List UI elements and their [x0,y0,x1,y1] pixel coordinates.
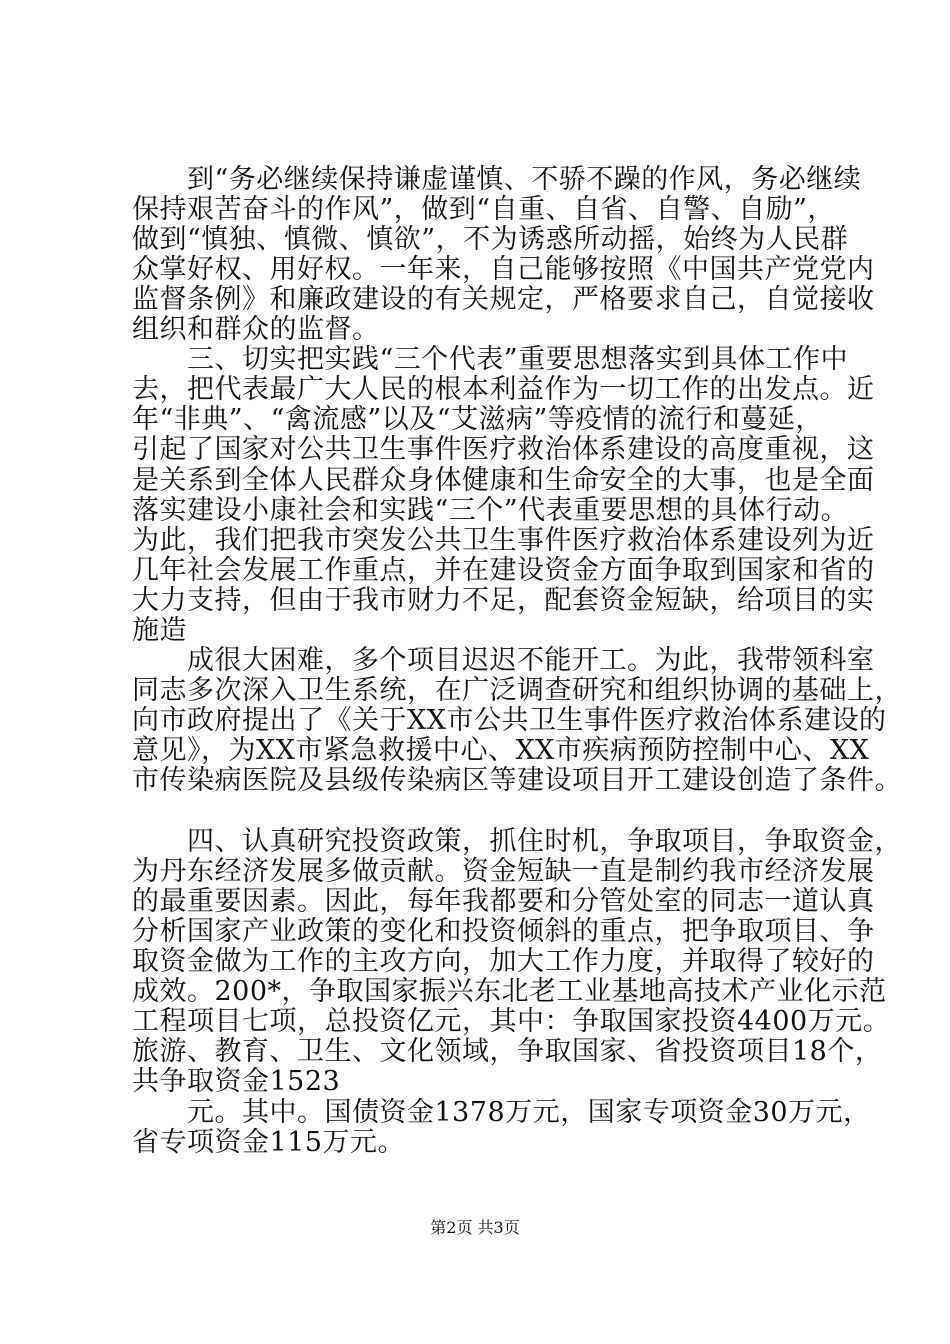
text-line: 去，把代表最广大人民的根本利益作为一切工作的出发点。近 [132,374,875,405]
text-line: 同志多次深入卫生系统，在广泛调查研究和组织协调的基础上， [132,675,902,706]
text-line: 为此，我们把我市突发公共卫生事件医疗救治体系建设列为近 [132,525,875,556]
text-line: 元。其中。国债资金1378万元，国家专项资金30万元， [187,1097,871,1128]
text-line: 几年社会发展工作重点，并在建设资金方面争取到国家和省的 [132,555,875,586]
text-line: 做到“慎独、慎微、慎欲”，不为诱惑所动摇，始终为人民群 [132,224,849,255]
text-line: 保持艰苦奋斗的作风”，做到“自重、自省、自警、自励”， [132,194,835,225]
text-line: 市传染病医院及县级传染病区等建设项目开工建设创造了条件。 [132,765,902,796]
text-line: 成很大困难，多个项目迟迟不能开工。为此，我带领科室 [187,645,875,676]
text-line: 监督条例》和廉政建设的有关规定，严格要求自己，自觉接收 [132,284,875,315]
text-line: 的最重要因素。因此，每年我都要和分管处室的同志一道认真 [132,886,875,917]
text-line: 施造 [132,615,187,646]
text-line: 旅游、教育、卫生、文化领域，争取国家、省投资项目18个， [132,1036,883,1067]
text-line: 落实建设小康社会和实践“三个”代表重要思想的具体行动。 [132,495,849,526]
text-line: 共争取资金1523 [132,1066,341,1097]
text-line: 为丹东经济发展多做贡献。资金短缺一直是制约我市经济发展 [132,856,875,887]
text-line: 组织和群众的监督。 [132,314,380,345]
text-line: 大力支持，但由于我市财力不足，配套资金短缺，给项目的实 [132,585,875,616]
text-line: 引起了国家对公共卫生事件医疗救治体系建设的高度重视，这 [132,434,875,465]
text-line: 到“务必继续保持谦虚谨慎、不骄不躁的作风，务必继续 [187,164,862,195]
text-line: 工程项目七项，总投资亿元，其中：争取国家投资4400万元。 [132,1006,891,1037]
text-line: 成效。200*，争取国家振兴东北老工业基地高技术产业化示范 [132,976,887,1007]
text-line: 年“非典”、“禽流感”以及“艾滋病”等疫情的流行和蔓延， [132,404,823,435]
text-line: 向市政府提出了《关于XX市公共卫生事件医疗救治体系建设的 [132,705,887,736]
text-line: 是关系到全体人民群众身体健康和生命安全的大事，也是全面 [132,465,875,496]
text-line: 三、切实把实践“三个代表”重要思想落实到具体工作中 [187,344,849,375]
text-line: 意见》，为XX市紧急救援中心、XX市疾病预防控制中心、XX [132,735,870,766]
text-line: 分析国家产业政策的变化和投资倾斜的重点，把争取项目、争 [132,916,875,947]
text-line: 四、认真研究投资政策，抓住时机，争取项目，争取资金， [187,826,902,857]
text-line: 省专项资金115万元。 [132,1127,406,1158]
text-line: 众掌好权、用好权。一年来，自己能够按照《中国共产党党内 [132,254,875,285]
page-footer: 第2页 共3页 [430,1218,520,1237]
text-line: 取资金做为工作的主攻方向，加大工作力度，并取得了较好的 [132,946,875,977]
